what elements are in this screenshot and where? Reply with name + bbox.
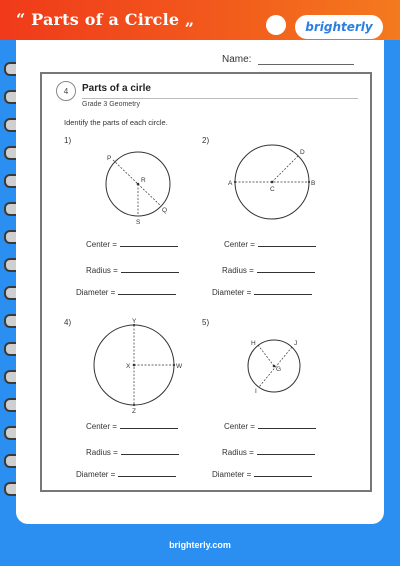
diameter-answer-1[interactable]: [76, 286, 176, 297]
point-label: B: [311, 180, 316, 187]
header-band: [0, 0, 400, 40]
point-label: R: [141, 177, 146, 184]
page-title: “ Parts of a Circle „: [16, 10, 195, 29]
name-field[interactable]: [258, 64, 354, 65]
answer-blank[interactable]: [258, 238, 316, 247]
brand-logo[interactable]: [295, 15, 383, 39]
center-answer-1[interactable]: [86, 238, 178, 249]
radius-label: Radius =: [222, 266, 254, 275]
header-circle-icon: [266, 15, 286, 35]
point-label: C: [270, 186, 275, 193]
center-answer-2[interactable]: [224, 238, 316, 249]
answer-blank[interactable]: [121, 264, 179, 273]
point-label: A: [228, 180, 233, 187]
answer-blank[interactable]: [257, 264, 315, 273]
answer-blank[interactable]: [120, 238, 178, 247]
radius-answer-5[interactable]: [222, 446, 315, 457]
diameter-label: Diameter =: [76, 288, 116, 297]
point-label: P: [107, 155, 112, 162]
diameter-answer-2[interactable]: [212, 286, 312, 297]
point-label: Q: [162, 207, 168, 214]
problem-number: 5): [202, 318, 210, 327]
point-label: Y: [132, 318, 137, 325]
answer-blank[interactable]: [254, 286, 312, 295]
point-label: G: [276, 366, 282, 373]
point-label: Z: [132, 408, 136, 415]
radius-answer-1[interactable]: [86, 264, 179, 275]
worksheet-number-badge: 4: [56, 81, 76, 101]
diameter-label: Diameter =: [76, 470, 116, 479]
radius-label: Radius =: [86, 448, 118, 457]
name-label: Name:: [222, 54, 252, 65]
diameter-label: Diameter =: [212, 288, 252, 297]
center-label: Center =: [86, 240, 117, 249]
circle-figure-1: [104, 150, 204, 230]
circle-figure-2: [230, 144, 340, 224]
worksheet-page: [16, 40, 384, 524]
answer-blank[interactable]: [257, 446, 315, 455]
answer-blank[interactable]: [118, 286, 176, 295]
problem-number: 2): [202, 136, 210, 145]
answer-blank[interactable]: [258, 420, 316, 429]
radius-answer-2[interactable]: [222, 264, 315, 275]
radius-label: Radius =: [86, 266, 118, 275]
title-divider: [82, 98, 358, 99]
center-label: Center =: [224, 422, 255, 431]
point-label: X: [126, 363, 131, 370]
center-answer-4[interactable]: [86, 420, 178, 431]
point-label: I: [255, 388, 257, 395]
point-label: J: [294, 340, 298, 347]
circle-figure-3: [94, 318, 194, 414]
footer-site-link[interactable]: brighterly.com: [169, 540, 231, 550]
answer-blank[interactable]: [120, 420, 178, 429]
point-label: D: [300, 149, 305, 156]
diameter-answer-4[interactable]: [76, 468, 176, 479]
diameter-label: Diameter =: [212, 470, 252, 479]
radius-label: Radius =: [222, 448, 254, 457]
problem-number: 4): [64, 318, 72, 327]
point-label: S: [136, 219, 141, 226]
worksheet-title: Parts of a cirle: [82, 83, 151, 94]
answer-blank[interactable]: [254, 468, 312, 477]
problem-number: 1): [64, 136, 72, 145]
worksheet-instruction: Identify the parts of each circle.: [64, 118, 168, 127]
center-answer-5[interactable]: [224, 420, 316, 431]
circle-figure-4: [246, 334, 316, 398]
center-label: Center =: [224, 240, 255, 249]
diameter-answer-5[interactable]: [212, 468, 312, 479]
answer-blank[interactable]: [121, 446, 179, 455]
point-label: W: [176, 363, 183, 370]
center-label: Center =: [86, 422, 117, 431]
worksheet-subtitle: Grade 3 Geometry: [82, 101, 140, 108]
brand-logo-text: brighterly: [305, 20, 373, 34]
answer-blank[interactable]: [118, 468, 176, 477]
point-label: H: [251, 340, 256, 347]
radius-answer-4[interactable]: [86, 446, 179, 457]
